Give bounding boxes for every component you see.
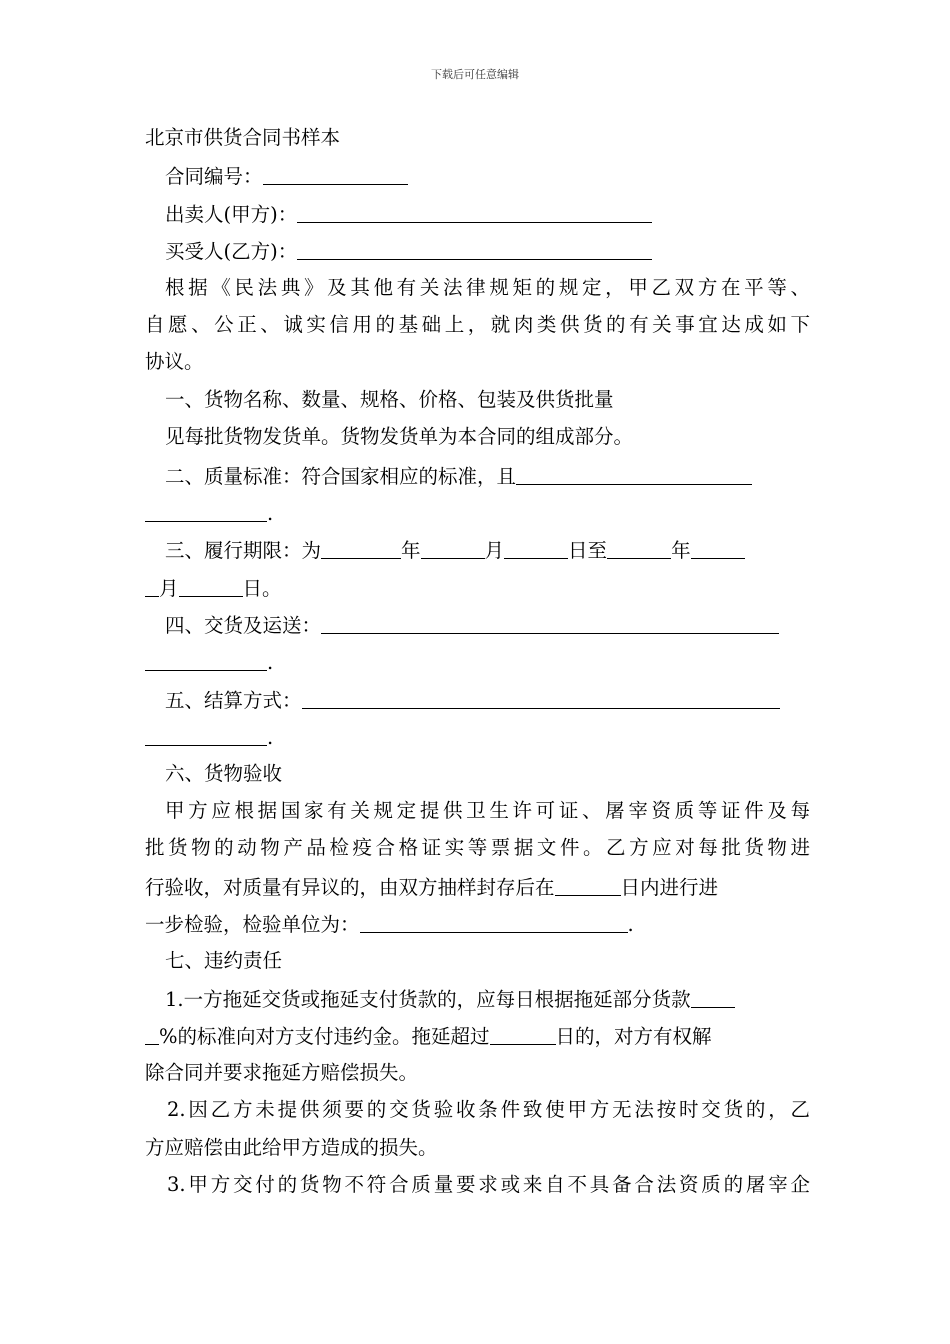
- section-7-p1-line-2: [145, 1016, 810, 1053]
- quality-blank-cont[interactable]: [145, 495, 267, 522]
- contract-number-blank[interactable]: [263, 158, 408, 185]
- penalty-rate-blank[interactable]: [691, 981, 735, 1008]
- inspection-days-blank[interactable]: [555, 869, 621, 896]
- end-day-blank[interactable]: [179, 570, 243, 597]
- section-7-p3-line-1: 3.甲方交付的货物不符合质量要求或来自不具备合法资质的屠宰企: [167, 1172, 810, 1196]
- period: .: [267, 651, 274, 675]
- section-6-line-3b: 日内进行进: [620, 875, 719, 899]
- buyer-row: [145, 231, 810, 268]
- seller-row: [145, 194, 810, 231]
- page-header: 下载后可任意编辑: [431, 68, 519, 81]
- intro-line-2: 自愿、公正、诚实信用的基础上，就肉类供货的有关事宜达成如下: [145, 312, 810, 336]
- year-label: 年: [401, 539, 421, 563]
- month-label-2: 月: [159, 576, 179, 600]
- section-6-heading: 六、货物验收: [165, 761, 283, 785]
- day-end-label: 日。: [242, 576, 282, 600]
- settlement-blank[interactable]: [302, 682, 780, 709]
- end-month-blank-cont[interactable]: [145, 570, 159, 597]
- settlement-blank-cont[interactable]: [145, 719, 267, 746]
- start-day-blank[interactable]: [504, 532, 568, 559]
- section-7-p1c: 日的，对方有权解: [555, 1025, 712, 1049]
- section-4-row: [145, 605, 810, 642]
- contract-number-row: [145, 156, 810, 193]
- section-5-text: 五、结算方式：: [165, 688, 302, 712]
- section-7-heading: 七、违约责任: [165, 948, 283, 972]
- section-7-p1-line-3: 除合同并要求拖延方赔偿损失。: [145, 1060, 419, 1084]
- section-1-text: 见每批货物发货单。货物发货单为本合同的组成部分。: [165, 425, 634, 449]
- intro-line-3: 协议。: [145, 350, 204, 374]
- contract-title: 北京市供货合同书样本: [145, 126, 341, 149]
- month-label: 月: [484, 539, 505, 563]
- section-2-text: 二、质量标准：符合国家相应的标准，且: [165, 464, 517, 488]
- seller-label: 出卖人(甲方)：: [165, 202, 298, 226]
- section-6-line-1: 甲方应根据国家有关规定提供卫生许可证、屠宰资质等证件及每: [165, 799, 810, 823]
- period: .: [267, 726, 274, 750]
- quality-blank[interactable]: [516, 458, 752, 485]
- inspection-unit-blank[interactable]: [360, 906, 628, 933]
- seller-blank[interactable]: [297, 196, 652, 223]
- section-5-continuation: [145, 717, 810, 754]
- section-7-p2-line-1: 2.因乙方未提供须要的交货验收条件致使甲方无法按时交货的，乙: [167, 1098, 810, 1122]
- intro-line-1: 根据《民法典》及其他有关法律规矩的规定，甲乙双方在平等、: [165, 275, 810, 299]
- section-2-continuation: [145, 493, 810, 530]
- section-1-heading: 一、货物名称、数量、规格、价格、包装及供货批量: [165, 387, 614, 411]
- section-6-line-4-text: 一步检验，检验单位为：: [145, 913, 360, 937]
- section-4-continuation: [145, 642, 810, 679]
- section-7-p2-line-2: 方应赔偿由此给甲方造成的损失。: [145, 1135, 438, 1159]
- start-month-blank[interactable]: [421, 532, 485, 559]
- period: .: [267, 501, 274, 525]
- section-3-text: 三、履行期限：为: [165, 539, 322, 563]
- section-7-p1-line-1: [145, 979, 810, 1016]
- contract-body: [145, 119, 810, 1203]
- section-6-line-3: [145, 867, 810, 904]
- buyer-blank[interactable]: [297, 233, 652, 260]
- delivery-blank-cont[interactable]: [145, 644, 267, 671]
- day-to-label: 日至: [568, 539, 608, 563]
- section-6-line-2: 批货物的动物产品检疫合格证实等票据文件。乙方应对每批货物进: [145, 836, 810, 860]
- end-year-blank[interactable]: [607, 532, 671, 559]
- start-year-blank[interactable]: [321, 532, 401, 559]
- section-6-line-4: [145, 904, 810, 941]
- year-label-2: 年: [671, 539, 691, 563]
- period: .: [627, 913, 634, 937]
- end-month-blank[interactable]: [691, 532, 745, 559]
- penalty-rate-blank-cont[interactable]: [145, 1018, 159, 1045]
- delivery-blank[interactable]: [321, 607, 779, 634]
- section-5-row: [145, 680, 810, 717]
- section-2-row: [145, 456, 810, 493]
- section-7-p1a: 1.一方拖延交货或拖延支付货款的，应每日根据拖延部分货款: [165, 987, 691, 1011]
- delay-days-blank[interactable]: [490, 1018, 556, 1045]
- section-3-row: [145, 530, 810, 567]
- section-4-text: 四、交货及运送：: [165, 614, 322, 638]
- contract-number-label: 合同编号：: [165, 165, 263, 189]
- section-3-continuation: [145, 568, 810, 605]
- section-6-line-3a: 行验收，对质量有异议的，由双方抽样封存后在: [145, 875, 555, 899]
- buyer-label: 买受人(乙方)：: [165, 240, 298, 264]
- section-7-p1b: %的标准向对方支付违约金。拖延超过: [159, 1025, 490, 1049]
